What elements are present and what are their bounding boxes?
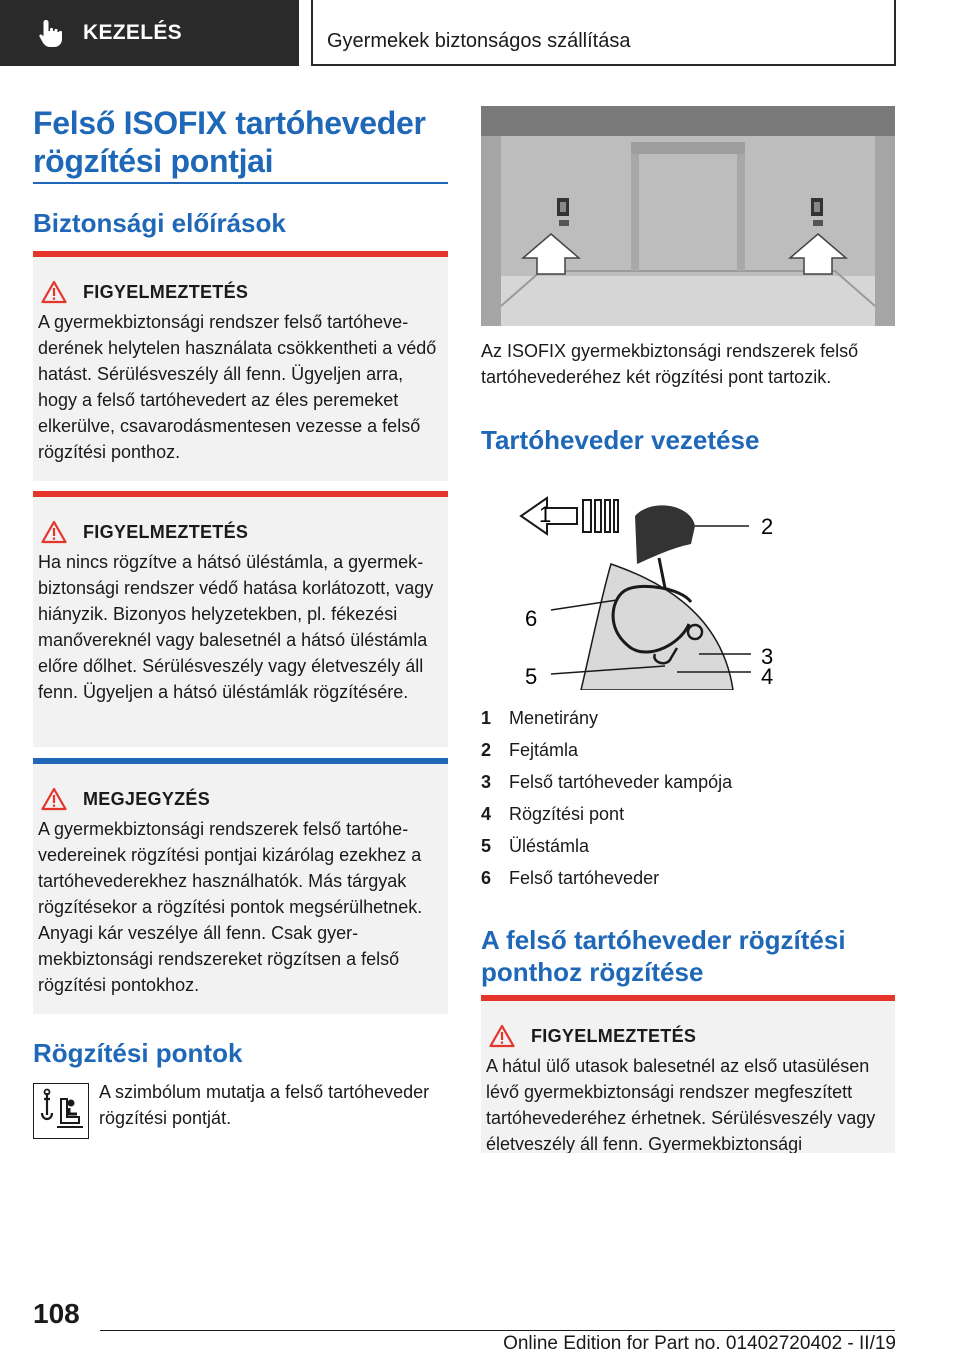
diagram-label-4: 4 [761,664,774,689]
warning-box-1 [33,251,448,481]
legend-number: 2 [481,739,492,760]
header-title: Gyermekek biztonságos szállítása [327,30,631,52]
warning-text: A gyermekbiztonsági rendszer felső tartóhevederének helytelen használata csökkentheti a védő hatást. Sérülésveszély áll fenn. Ügyeljen arra, hogy a felső tartóhevedert az éles peremeket elkerülve, csavarodásmentesen vezesse a felső rögzítési ponthoz. [38,312,437,462]
warning-title: FIGYELMEZTETÉS [83,521,249,542]
header-section-label: KEZELÉS [83,21,182,44]
footer-edition: Online Edition for Part no. 01402720402 - II/19 [503,1333,896,1354]
legend-item [481,798,895,830]
legend-item [481,702,895,734]
warning-triangle-icon [41,520,67,544]
header-divider [311,0,313,66]
warning-triangle-icon [489,1024,515,1048]
note-title: MEGJEGYZÉS [83,788,211,809]
warning-box-2 [33,491,448,747]
symbol-description: A szimbólum mutatja a felső tartóheveder rögzítési pontját. [99,1082,430,1128]
header-section-tab [0,0,299,66]
points-heading: Rögzítési pontok [33,1038,243,1068]
legend-number: 1 [481,707,492,728]
legend-item [481,766,895,798]
diagram-label-2: 2 [761,514,774,539]
warning-title: FIGYELMEZTETÉS [531,1025,697,1046]
warning-triangle-icon [41,280,67,304]
warning-title: FIGYELMEZTETÉS [83,281,249,302]
legend-text: Rögzítési pont [509,803,625,824]
legend-number: 3 [481,771,492,792]
header-title-box [311,0,896,66]
legend-text: Üléstámla [509,835,590,856]
legend-text: Fejtámla [509,739,579,760]
trunk-anchor-photo [481,106,895,326]
attach-heading: A felső tartóheveder rögzítési ponthoz rögzítése [481,925,846,987]
page-number: 108 [33,1298,80,1329]
diagram-label-6: 6 [525,606,538,631]
legend-number: 6 [481,867,492,888]
legend-number: 5 [481,835,492,856]
legend-text: Menetirány [509,707,599,728]
photo-caption: Az ISOFIX gyermekbiztonsági rendszerek felső tartóhevederéhez két rögzítési pont tartozik. [481,341,859,387]
legend-item [481,862,895,894]
legend-item [481,734,895,766]
legend-item [481,830,895,862]
legend-text: Felső tartóheveder kampója [509,771,733,792]
safety-heading: Biztonsági előírások [33,208,286,238]
warning-text: Ha nincs rögzítve a hátsó üléstámla, a gyermekbiztonsági rendszer védő hatása korlátozott, vagy hiányzik. Bizonyos helyzetekben, pl. fékezési manővereknél vagy balesetnél a hátsó üléstámla előre dőlhet. Sérülésveszély vagy életveszély áll fenn. Ügyeljen a hátsó üléstámlák rögzítésére. [38,552,434,702]
legend-number: 4 [481,803,492,824]
warning-text: A hátul ülő utasok balesetnél az első utasülésen lévő gyermekbiztonsági rendszer megfeszített tartóhevederéhez érhetnek. Sérülésveszély vagy életveszély áll fenn. Gyermekbiztonsági [486,1056,876,1153]
diagram-label-5: 5 [525,664,538,689]
page-title: Felső ISOFIX tartóheveder rögzítési pontjai [33,105,426,179]
legend-text: Felső tartóheveder [509,867,660,888]
title-underline [33,182,448,184]
strap-routing-diagram [481,478,895,690]
diagram-label-1: 1 [539,502,552,527]
diagram-legend [481,702,895,894]
note-box [33,758,448,1014]
warning-triangle-icon [41,787,67,811]
note-text: A gyermekbiztonsági rendszerek felső tartóhevedereinek rögzítési pontjai kizárólag ezekhez a tartóhevederekhez használhatók. Más tárgyak rögzítésekor a rögzítési pontok megsérülhetnek. Anyagi kár veszélye áll fenn. Csak gyermekbiztonsági rendszereket rögzítsen a felső rögzítési pontokhoz. [38,819,423,995]
routing-heading: Tartóheveder vezetése [481,425,760,455]
footer-rule [100,1330,895,1331]
diagram-label-3: 3 [761,644,774,669]
warning-box-3 [481,995,895,1153]
hand-pointer-icon [37,18,65,48]
child-seat-anchor-icon [33,1083,89,1139]
